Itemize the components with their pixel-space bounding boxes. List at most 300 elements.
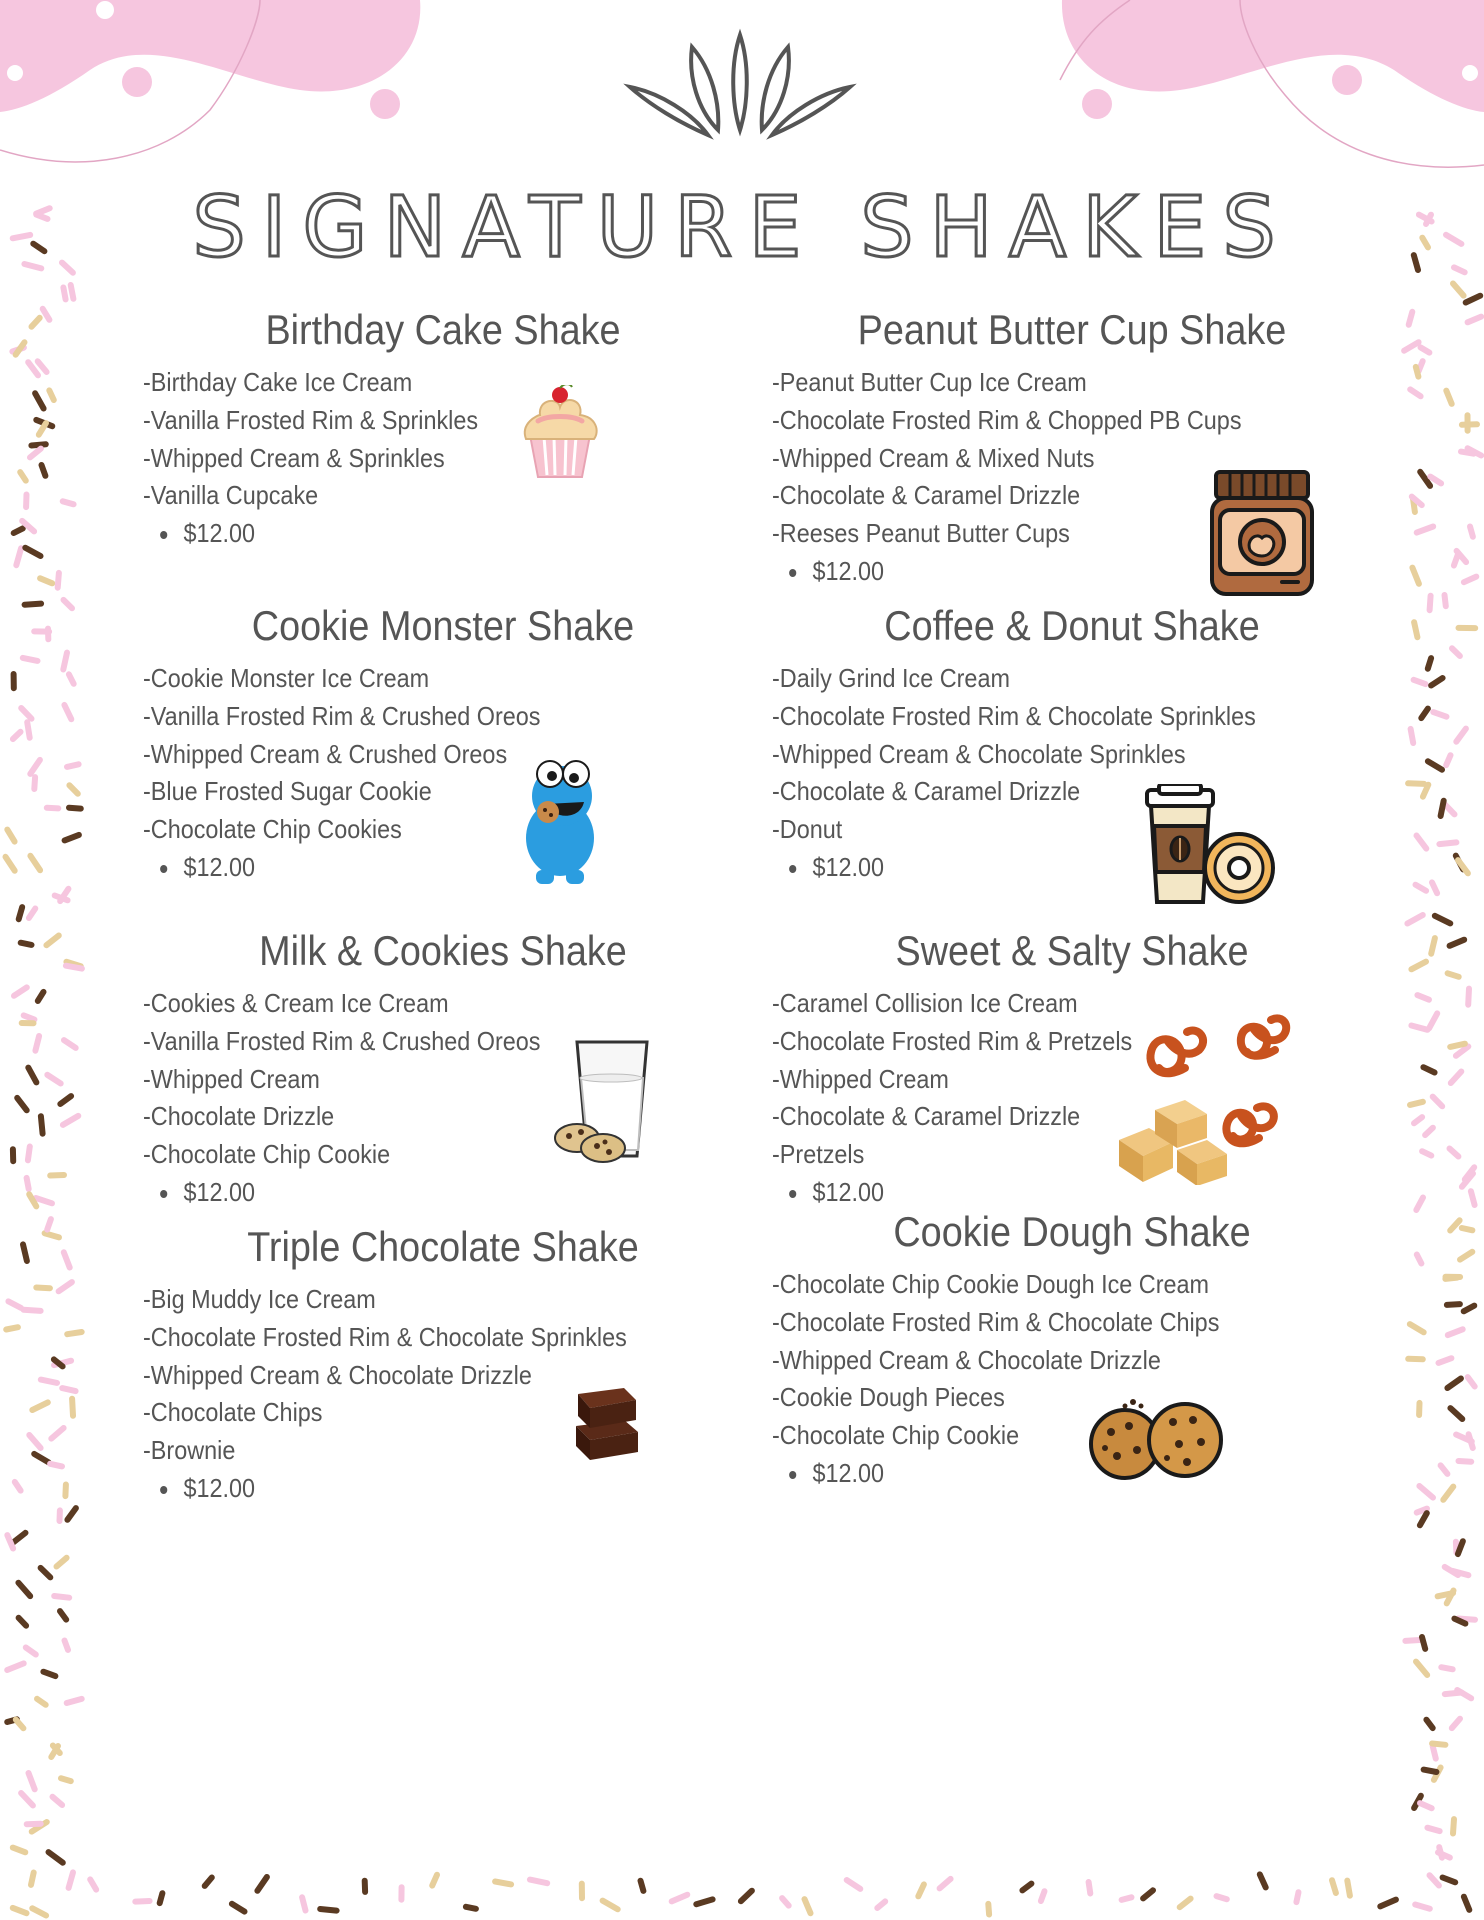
sprinkle [495, 1882, 511, 1885]
sprinkle [1425, 1128, 1433, 1135]
sprinkle [1462, 1174, 1473, 1187]
chocolate-chip-cookies-icon [1089, 1398, 1226, 1483]
ingredient: -Chocolate Chip Cookie Dough Ice Cream [772, 1269, 1210, 1299]
sprinkle [41, 1380, 57, 1383]
shake-name: Peanut Butter Cup Shake [857, 306, 1287, 353]
sprinkle [23, 658, 38, 661]
sprinkle [20, 472, 26, 481]
sprinkle [27, 722, 30, 738]
shake-name: Cookie Monster Shake [251, 602, 635, 649]
peanut-butter-jar-icon [1210, 470, 1314, 598]
sprinkle [805, 1899, 811, 1913]
sprinkle [23, 1244, 27, 1261]
ingredient: -Chocolate Chip Cookie [143, 1139, 391, 1170]
sprinkle [1435, 916, 1451, 924]
sprinkle [24, 1310, 41, 1311]
sprinkle [24, 1015, 35, 1019]
sprinkle [530, 1880, 547, 1884]
sprinkle [31, 444, 45, 445]
sprinkle [1414, 622, 1417, 637]
ingredient: -Whipped Cream & Chocolate Drizzle [143, 1359, 532, 1390]
sprinkle [7, 1535, 13, 1548]
sprinkle [1464, 1897, 1469, 1910]
ingredient: -Chocolate Frosted Rim & Chocolate Sprinkles [143, 1321, 627, 1352]
sprinkle [26, 1648, 36, 1655]
sprinkle [90, 1879, 96, 1889]
sprinkle [1260, 1874, 1266, 1887]
price-value: $12.00 [812, 851, 885, 882]
sprinkle [1450, 1044, 1465, 1047]
bullet-icon [160, 1190, 167, 1198]
ingredient: -Chocolate Frosted Rim & Pretzels [772, 1025, 1133, 1056]
sprinkle [672, 1895, 688, 1902]
sprinkle [63, 1116, 78, 1125]
sprinkle [1089, 1882, 1091, 1894]
sprinkle [1452, 648, 1460, 656]
sprinkle [32, 1908, 46, 1915]
sprinkle [39, 423, 46, 435]
top-left-dot [370, 89, 400, 119]
sprinkle [1414, 1117, 1422, 1123]
caramel-cubes-icon [1119, 1100, 1227, 1185]
sprinkle [19, 1618, 27, 1626]
price-value: $12.00 [183, 1176, 256, 1207]
sprinkle [1416, 1198, 1423, 1211]
sprinkle [32, 1402, 48, 1410]
sprinkle [1447, 1304, 1460, 1305]
sprinkle [67, 764, 79, 767]
sprinkle [1466, 296, 1481, 303]
sprinkle [1468, 1377, 1475, 1386]
sprinkle [1430, 1875, 1439, 1885]
sprinkle [1423, 1067, 1434, 1072]
sprinkle [1411, 962, 1426, 970]
sprinkle [50, 1464, 62, 1467]
sprinkle [16, 342, 25, 354]
ingredient: -Blue Frosted Sugar Cookie [143, 776, 432, 807]
sprinkle [1468, 989, 1469, 1005]
ingredient: -Whipped Cream & Chocolate Sprinkles [772, 738, 1186, 769]
sprinkle [65, 1485, 66, 1497]
sprinkle [1417, 836, 1427, 849]
sprinkle [59, 1282, 72, 1291]
sprinkle [1296, 1892, 1298, 1902]
ingredient: -Chocolate Drizzle [143, 1101, 335, 1132]
ingredient: -Chocolate Chip Cookie [772, 1420, 1020, 1451]
sprinkle [17, 1098, 27, 1110]
sprinkle [30, 856, 40, 870]
sprinkle [1347, 1881, 1350, 1896]
sprinkle [1448, 973, 1459, 977]
sprinkle [1041, 1891, 1045, 1901]
sprinkle [36, 1198, 52, 1203]
sprinkle [1439, 1358, 1452, 1363]
sprinkle [1454, 554, 1458, 566]
top-left-pink-blob [0, 0, 420, 112]
sprinkle [1421, 347, 1430, 352]
price-value: $12.00 [812, 1457, 885, 1488]
sprinkle [37, 1699, 46, 1705]
price [143, 515, 683, 553]
sprinkle [1411, 729, 1414, 743]
sprinkle [49, 1852, 63, 1863]
sprinkle [14, 987, 27, 995]
sprinkle [1439, 842, 1456, 844]
sprinkle [1433, 1097, 1443, 1107]
ingredient: -Reeses Peanut Butter Cups [772, 518, 1070, 549]
sprinkle [69, 1872, 73, 1888]
sprinkle [63, 501, 74, 504]
sprinkle [50, 1175, 64, 1176]
sprinkle [1414, 680, 1426, 684]
sprinkle [1405, 1640, 1419, 1641]
sprinkle [1452, 1719, 1460, 1728]
sprinkle [1470, 527, 1473, 537]
sprinkle [1441, 1667, 1452, 1669]
sprinkle [1450, 1408, 1462, 1419]
sprinkle [29, 1773, 35, 1789]
sprinkle [1411, 1026, 1427, 1030]
sprinkle [1217, 1896, 1227, 1899]
sprinkle [1445, 1278, 1457, 1279]
sprinkle [13, 1908, 27, 1913]
sprinkle [135, 1901, 149, 1902]
sprinkle [1445, 595, 1446, 606]
sprinkle [1412, 568, 1419, 584]
sprinkle [67, 1508, 76, 1520]
sprinkle [38, 992, 44, 1001]
top-right-dot [1462, 65, 1478, 81]
sprinkle [8, 1301, 21, 1308]
price-value: $12.00 [183, 1472, 256, 1503]
sprinkle [54, 1596, 69, 1598]
sprinkle [62, 1388, 75, 1391]
ingredient: -Chocolate Frosted Rim & Chocolate Sprinkles [772, 700, 1256, 731]
sprinkle [1410, 1102, 1423, 1105]
sprinkle [41, 1116, 43, 1134]
sprinkle [13, 1848, 25, 1853]
price-value: $12.00 [183, 851, 256, 882]
sprinkle [60, 1096, 71, 1104]
sprinkle [302, 1897, 305, 1910]
ingredient: -Birthday Cake Ice Cream [143, 367, 413, 397]
sprinkle [27, 1824, 41, 1825]
sprinkle [1432, 882, 1437, 893]
sprinkle [42, 465, 46, 476]
sprinkle [1421, 709, 1428, 719]
sprinkle [27, 1178, 29, 1189]
shake-name: Triple Chocolate Shake [247, 1223, 639, 1270]
pretzel-icon [1115, 1010, 1320, 1185]
page-title: SIGNATURE SHAKES [192, 178, 1292, 276]
ingredient: -Vanilla Cupcake [143, 480, 319, 511]
sprinkle [1446, 755, 1450, 765]
sprinkle [1464, 577, 1476, 583]
sprinkle [1458, 860, 1468, 873]
sprinkle [40, 578, 52, 583]
sprinkle [1430, 596, 1431, 611]
sprinkle [63, 288, 65, 300]
ingredient: -Whipped Cream & Crushed Oreos [143, 738, 508, 769]
sprinkle [1422, 1151, 1431, 1155]
price-value: $12.00 [183, 518, 256, 549]
sprinkle [1417, 1255, 1422, 1264]
sprinkle [1445, 1567, 1458, 1575]
sprinkle [45, 1233, 59, 1237]
sprinkle [1443, 1878, 1456, 1883]
sprinkle [205, 1878, 212, 1886]
sprinkle [1408, 783, 1424, 784]
price-value: $12.00 [812, 555, 885, 586]
sprinkle [1450, 1220, 1459, 1230]
sprinkle [18, 1583, 30, 1596]
sprinkle [1420, 1513, 1427, 1525]
sprinkle [1450, 1149, 1459, 1157]
shake-name: Milk & Cookies Shake [259, 927, 627, 974]
sprinkle [1410, 389, 1420, 396]
price [143, 1174, 683, 1212]
sprinkle [1462, 424, 1477, 425]
sprinkle [21, 1793, 33, 1806]
sprinkle [1415, 1905, 1430, 1909]
sprinkle [1445, 805, 1455, 815]
top-left-dot [122, 67, 152, 97]
burst-lines-icon [620, 25, 860, 145]
sprinkle [43, 309, 50, 320]
sprinkle [1431, 938, 1435, 954]
sprinkle [43, 1672, 55, 1676]
sprinkle [47, 1219, 51, 1230]
sprinkle [13, 732, 21, 739]
sprinkle [940, 1879, 951, 1889]
sprinkle [1417, 995, 1429, 1000]
sprinkle [31, 1873, 34, 1885]
sprinkle [1456, 729, 1466, 742]
sprinkle [64, 1040, 76, 1048]
ingredient: -Chocolate & Caramel Drizzle [772, 480, 1081, 511]
sprinkle [16, 1720, 24, 1729]
sprinkle [160, 1893, 163, 1903]
sprinkle [1420, 1803, 1432, 1808]
sprinkle [918, 1884, 924, 1896]
sprinkle [57, 1558, 67, 1567]
coffee-cup-icon [1145, 784, 1280, 906]
ingredient: -Chocolate Chip Cookies [143, 814, 402, 845]
sprinkle [1441, 801, 1444, 816]
sprinkle [46, 936, 58, 946]
milk-glass-icon [553, 1038, 658, 1173]
sprinkle [1410, 1324, 1424, 1332]
sprinkle [320, 1909, 336, 1911]
ingredient: -Big Muddy Ice Cream [143, 1284, 376, 1314]
ingredient: -Whipped Cream & Chocolate Drizzle [772, 1344, 1161, 1375]
shake-name: Birthday Cake Shake [265, 306, 621, 353]
sprinkle [1022, 1884, 1031, 1891]
sprinkle [67, 1332, 82, 1334]
sprinkle [466, 1907, 476, 1909]
price [772, 1455, 1312, 1493]
sprinkle [1433, 1746, 1436, 1759]
sprinkle [1460, 1252, 1472, 1260]
sprinkle [49, 390, 54, 400]
ingredient: -Whipped Cream & Mixed Nuts [772, 442, 1095, 473]
ingredient: -Vanilla Frosted Rim & Crushed Oreos [143, 700, 541, 731]
sprinkle [65, 1641, 69, 1650]
sprinkle [1417, 527, 1434, 533]
sprinkle [69, 785, 77, 793]
sprinkle [1408, 1359, 1423, 1360]
sprinkle [29, 909, 35, 919]
sprinkle [47, 1075, 60, 1084]
sprinkle [988, 1904, 989, 1915]
sprinkle [1441, 1465, 1448, 1474]
sprinkle [19, 907, 23, 919]
shake-card-coffee-donut [772, 600, 1372, 887]
sprinkle [25, 604, 41, 605]
sprinkle [21, 708, 31, 719]
cupcake-icon [520, 385, 600, 485]
sprinkle [257, 1877, 267, 1891]
sprinkle [15, 1482, 21, 1491]
sprinkle [34, 777, 35, 789]
sprinkle [7, 830, 14, 842]
top-left-dot [96, 1, 114, 19]
sprinkle [1443, 1487, 1453, 1500]
ingredient: -Daily Grind Ice Cream [772, 663, 1010, 693]
shake-card-cookie-monster [143, 600, 743, 887]
ingredient: -Pretzels [772, 1139, 865, 1170]
top-right-pink-blob [1062, 0, 1484, 112]
ingredient: -Cookies & Cream Ice Cream [143, 988, 449, 1018]
sprinkle [432, 1875, 437, 1886]
sprinkle [1416, 885, 1427, 891]
sprinkle [1426, 1720, 1432, 1728]
price [143, 1470, 683, 1508]
sprinkle [69, 808, 81, 809]
sprinkle [1419, 1486, 1433, 1498]
ingredient: -Chocolate & Caramel Drizzle [772, 1101, 1081, 1132]
bullet-icon [160, 1486, 167, 1494]
sprinkle [1122, 1897, 1132, 1900]
sprinkle [28, 1068, 36, 1083]
sprinkle [1453, 284, 1464, 296]
sprinkle [35, 1036, 39, 1051]
sprinkle [782, 1898, 789, 1906]
ingredient: -Donut [772, 814, 843, 845]
top-right-dot [1332, 65, 1362, 95]
sprinkle [1433, 712, 1446, 717]
sprinkle [72, 1399, 73, 1416]
sprinkle [1428, 658, 1431, 669]
ingredient: -Vanilla Frosted Rim & Sprinkles [143, 404, 479, 435]
sprinkle [6, 857, 15, 871]
sprinkle [61, 1778, 71, 1781]
bullet-icon [789, 1190, 796, 1198]
sprinkle [28, 1147, 30, 1161]
ingredient: -Brownie [143, 1435, 236, 1466]
sprinkle [29, 1435, 40, 1448]
shake-name: Coffee & Donut Shake [884, 602, 1260, 649]
sprinkle [1404, 342, 1419, 351]
sprinkle [53, 1797, 63, 1805]
brownie-icon [572, 1382, 642, 1462]
shake-card-cookie-dough [772, 1206, 1372, 1493]
sprinkle [16, 548, 21, 565]
ingredient: -Peanut Butter Cup Ice Cream [772, 367, 1087, 397]
sprinkle [1416, 1662, 1427, 1675]
sprinkle [47, 808, 59, 809]
sprinkle [32, 318, 40, 327]
sprinkle [1451, 1072, 1462, 1084]
sprinkle [14, 528, 23, 533]
sprinkle [1464, 1306, 1475, 1312]
top-left-dot [7, 65, 23, 81]
shake-name: Sweet & Salty Shake [895, 927, 1249, 974]
sprinkle [30, 449, 41, 458]
sprinkle [41, 1568, 51, 1578]
sprinkle [67, 1699, 82, 1703]
shake-name: Cookie Dough Shake [893, 1208, 1251, 1255]
sprinkle [34, 1454, 48, 1462]
sprinkle [696, 1899, 712, 1904]
sprinkle [1462, 1228, 1473, 1230]
sprinkle [1446, 391, 1451, 404]
sprinkle [1427, 1828, 1439, 1831]
sprinkle [36, 1288, 50, 1289]
bullet-icon [160, 865, 167, 873]
sprinkle [35, 393, 44, 408]
ingredient: -Chocolate Chips [143, 1397, 323, 1428]
sprinkle [1448, 1329, 1463, 1335]
sprinkle [64, 1252, 70, 1267]
sprinkle [1332, 1880, 1336, 1893]
sprinkle [30, 760, 40, 774]
sprinkle [1468, 317, 1482, 323]
top-right-dot [1082, 89, 1112, 119]
ingredient: -Whipped Cream [772, 1063, 949, 1094]
shake-card-birthday-cake [143, 304, 743, 553]
sprinkle [1380, 1900, 1396, 1907]
bullet-icon [789, 1471, 796, 1479]
sprinkle [21, 943, 32, 945]
sprinkle [58, 573, 59, 588]
ingredient: -Whipped Cream [143, 1063, 320, 1094]
sprinkle [641, 1881, 644, 1891]
sprinkle [1431, 678, 1443, 686]
sprinkle [1459, 1461, 1472, 1462]
sprinkle [741, 1891, 752, 1902]
sprinkle [1450, 940, 1465, 946]
shake-card-triple-chocolate [143, 1221, 743, 1508]
sprinkle [51, 1428, 63, 1439]
bullet-icon [160, 531, 167, 539]
sprinkle [1143, 1890, 1153, 1898]
bullet-icon [789, 865, 796, 873]
ingredient: -Whipped Cream & Sprinkles [143, 442, 445, 473]
sprinkle [25, 548, 40, 556]
sprinkle [7, 1663, 24, 1670]
sprinkle [1447, 1379, 1461, 1389]
sprinkle [1407, 915, 1422, 924]
ingredient: -Chocolate & Caramel Drizzle [772, 776, 1081, 807]
sprinkle [1471, 1191, 1475, 1205]
sprinkle [63, 653, 67, 670]
sprinkle [64, 600, 73, 608]
sprinkle [1457, 1690, 1471, 1698]
sprinkle [847, 1880, 861, 1889]
sprinkle [1180, 1899, 1191, 1908]
sprinkle [12, 1533, 26, 1544]
